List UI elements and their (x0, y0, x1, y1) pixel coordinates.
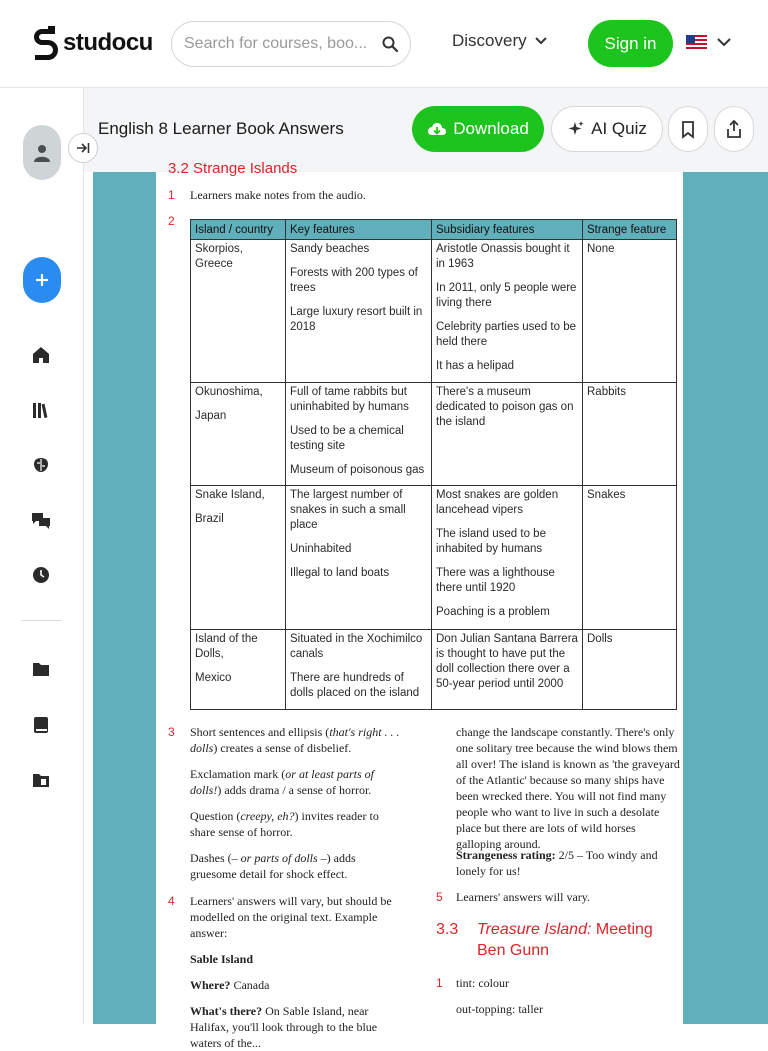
item-number: 5 (436, 890, 443, 904)
column-header: Key features (286, 220, 432, 240)
table-row (191, 486, 677, 630)
user-icon (34, 144, 50, 162)
island-cell (191, 486, 286, 630)
search-bar[interactable] (171, 21, 411, 67)
language-chevron-icon[interactable] (717, 34, 731, 50)
key-features-cell (286, 383, 432, 486)
text-run-italic: creepy, eh? (240, 809, 295, 823)
text-run: Exclamation mark ( (190, 767, 286, 781)
sidebar-item-folders[interactable] (30, 658, 52, 680)
text-run: Short sentences and ellipsis ( (190, 725, 330, 739)
item-number: 1 (436, 976, 443, 990)
document-viewer[interactable] (93, 160, 768, 1050)
text-run: ) creates a sense of disbelief. (213, 741, 352, 755)
folder-icon (32, 661, 50, 677)
cell-line: Uninhabited (290, 543, 352, 555)
key-features-cell (286, 486, 432, 630)
key-features-cell (286, 630, 432, 710)
text-run: ) adds drama / a sense of horror. (217, 783, 372, 797)
cell-line: Don Julian Santana Barrera is thought to have put the doll collection there over a 50-year period until 2000 (436, 633, 578, 690)
cell-line: Snake Island, (195, 489, 265, 501)
download-label: Download (453, 119, 529, 138)
text-run-italic: – or parts of dolls – (231, 851, 327, 865)
cell-line: Celebrity parties used to be held there (436, 321, 576, 348)
cell-line: Okunoshima, (195, 386, 263, 398)
left-sidebar (0, 88, 84, 1024)
discovery-menu[interactable] (452, 31, 547, 51)
sidebar-item-library[interactable] (30, 399, 52, 421)
cell-line: The largest number of snakes in such a small place (290, 489, 406, 531)
studylist-icon (32, 771, 50, 789)
studocu-logo-icon (30, 26, 60, 60)
text-run: Question ( (190, 809, 241, 823)
chat-icon (31, 511, 51, 529)
where-label: Where? (190, 978, 231, 992)
where-value: Canada (230, 978, 270, 992)
cell-line: Most snakes are golden lancehead vipers (436, 489, 559, 516)
expand-sidebar-button[interactable] (68, 133, 98, 163)
cell-line: Island of the Dolls, (195, 633, 258, 660)
share-icon (726, 120, 742, 138)
column-header: Island / country (191, 220, 286, 240)
column-header: Strange feature (583, 220, 677, 240)
column-header: Subsidiary features (432, 220, 583, 240)
plus-icon (35, 273, 49, 287)
cell-line: Situated in the Xochimilco canals (290, 633, 423, 660)
vocab-item: out-topping: taller (456, 1002, 543, 1016)
bookmark-button[interactable] (668, 106, 708, 152)
section-heading-cut: 3.2 Strange Islands (168, 160, 298, 177)
strangeness-rating (456, 847, 681, 879)
document-page (156, 160, 683, 1050)
home-icon (32, 346, 50, 364)
cell-line: Mexico (195, 672, 232, 684)
key-features-cell (286, 240, 432, 383)
bookmark-icon (682, 121, 694, 138)
cell-line: Museum of poisonous gas (290, 464, 425, 476)
sidebar-item-home[interactable] (30, 344, 52, 366)
strange-islands-table (190, 219, 677, 710)
section-title-rest: Meeting Ben Gunn (477, 921, 653, 959)
strange-feature-cell: Rabbits (583, 383, 677, 486)
rating-value: 2/5 – Too windy and lonely for us! (456, 848, 658, 878)
ai-quiz-label: AI Quiz (591, 119, 647, 138)
whats-value: On Sable Island, near Halifax, you'll look through to the blue waters of the... (190, 1004, 378, 1050)
text-run: Dashes ( (190, 851, 232, 865)
table-row (191, 630, 677, 710)
expand-icon (76, 142, 90, 154)
cell-line: Skorpios, Greece (195, 243, 243, 270)
text-run: ) invites reader to share sense of horror. (190, 809, 379, 839)
sign-in-button[interactable] (588, 20, 673, 67)
cell-line: Full of tame rabbits but uninhabited by humans (290, 386, 409, 413)
share-button[interactable] (714, 106, 754, 152)
sidebar-item-courses[interactable] (30, 714, 52, 736)
sable-island-title: Sable Island (190, 952, 254, 966)
table-row (191, 240, 677, 383)
sparkle-icon (567, 120, 585, 138)
island-cell (191, 383, 286, 486)
item-number: 4 (168, 894, 175, 908)
cell-line: Brazil (195, 513, 224, 525)
strange-feature-cell: None (583, 240, 677, 383)
cell-line: In 2011, only 5 people were living there (436, 282, 577, 309)
table-header-row (191, 220, 677, 240)
subsidiary-features-cell (432, 240, 583, 383)
whats-there-line (190, 1003, 400, 1051)
sidebar-item-ai[interactable] (30, 454, 52, 476)
discovery-label: Discovery (452, 31, 527, 50)
clock-icon (32, 566, 50, 584)
ai-quiz-button[interactable] (551, 106, 663, 152)
sign-in-label: Sign in (604, 33, 657, 53)
section-title-italic: Treasure Island: (477, 921, 592, 938)
strange-feature-cell: Snakes (583, 486, 677, 630)
search-input[interactable]: Search for courses, boo... (184, 35, 368, 52)
cell-line: Poaching is a problem (436, 606, 550, 618)
vocab-item: tint: colour (456, 976, 509, 990)
right-column-text: change the landscape constantly. There's only one solitary tree because the wind blows them all over! The island is known as 'the graveyard of the Atlantic' because so many ships have been wrecked there. You will not find many people who want to live in such a desolate place but there are lots of wild horses galloping around. (456, 725, 680, 851)
where-line (190, 977, 269, 993)
create-button[interactable] (23, 257, 61, 303)
cell-line: There are hundreds of dolls placed on the island (290, 672, 420, 699)
text-run-italic: that's right . . . dolls (190, 725, 400, 755)
item-number: 1 (168, 188, 175, 202)
section-number: 3.3 (436, 921, 459, 938)
book-icon (33, 716, 49, 734)
download-button[interactable] (412, 106, 544, 152)
search-icon[interactable] (382, 36, 398, 52)
item-number: 3 (168, 725, 175, 739)
us-flag-icon[interactable] (686, 35, 707, 51)
item-5-text: Learners' answers will vary. (456, 890, 590, 904)
item-number: 2 (168, 214, 175, 228)
brain-icon (32, 456, 50, 474)
subsidiary-features-cell (432, 630, 583, 710)
table-row (191, 383, 677, 486)
chevron-down-icon (535, 37, 547, 45)
subsidiary-features-cell (432, 486, 583, 630)
text-run-italic: or at least parts of dolls! (190, 767, 374, 797)
cell-line: Forests with 200 types of trees (290, 267, 418, 294)
item-3-paragraph-3 (190, 808, 405, 840)
cell-line: Aristotle Onassis bought it in 1963 (436, 243, 570, 270)
item-3-paragraph-4 (190, 850, 405, 882)
studocu-logo[interactable] (30, 26, 153, 60)
sidebar-divider (22, 620, 62, 621)
text-run: ) adds gruesome detail for shock effect. (190, 851, 356, 881)
cell-line: Illegal to land boats (290, 567, 390, 579)
cell-line: Sandy beaches (290, 243, 370, 255)
item-1-text: Learners make notes from the audio. (190, 188, 366, 202)
document-title: English 8 Learner Book Answers (98, 119, 344, 138)
logo-text: studocu (63, 29, 153, 56)
cloud-download-icon (427, 121, 447, 137)
item-4-text: Learners' answers will vary, but should be modelled on the original text. Example answer: (190, 894, 392, 940)
island-cell (191, 630, 286, 710)
sidebar-item-recent[interactable] (30, 564, 52, 586)
cell-line: The island used to be inhabited by humans (436, 528, 546, 555)
section-title (477, 919, 677, 961)
top-navbar (0, 0, 768, 88)
avatar[interactable] (23, 125, 61, 180)
cell-line: Japan (195, 410, 227, 422)
item-3-paragraph-1 (190, 724, 400, 756)
subsidiary-features-cell (432, 383, 583, 486)
cell-line: Used to be a chemical testing site (290, 425, 404, 452)
item-3-paragraph-2 (190, 766, 405, 798)
cell-line: There's a museum dedicated to poison gas on the island (436, 386, 574, 428)
cell-line: Large luxury resort built in 2018 (290, 306, 423, 333)
cell-line: There was a lighthouse there until 1920 (436, 567, 555, 594)
strange-feature-cell: Dolls (583, 630, 677, 710)
island-cell (191, 240, 286, 383)
sidebar-item-chat[interactable] (30, 509, 52, 531)
whats-label: What's there? (190, 1004, 263, 1018)
sidebar-item-studylists[interactable] (30, 769, 52, 791)
library-icon (32, 401, 50, 419)
cell-line: It has a helipad (436, 360, 515, 372)
rating-label: Strangeness rating: (456, 848, 556, 862)
